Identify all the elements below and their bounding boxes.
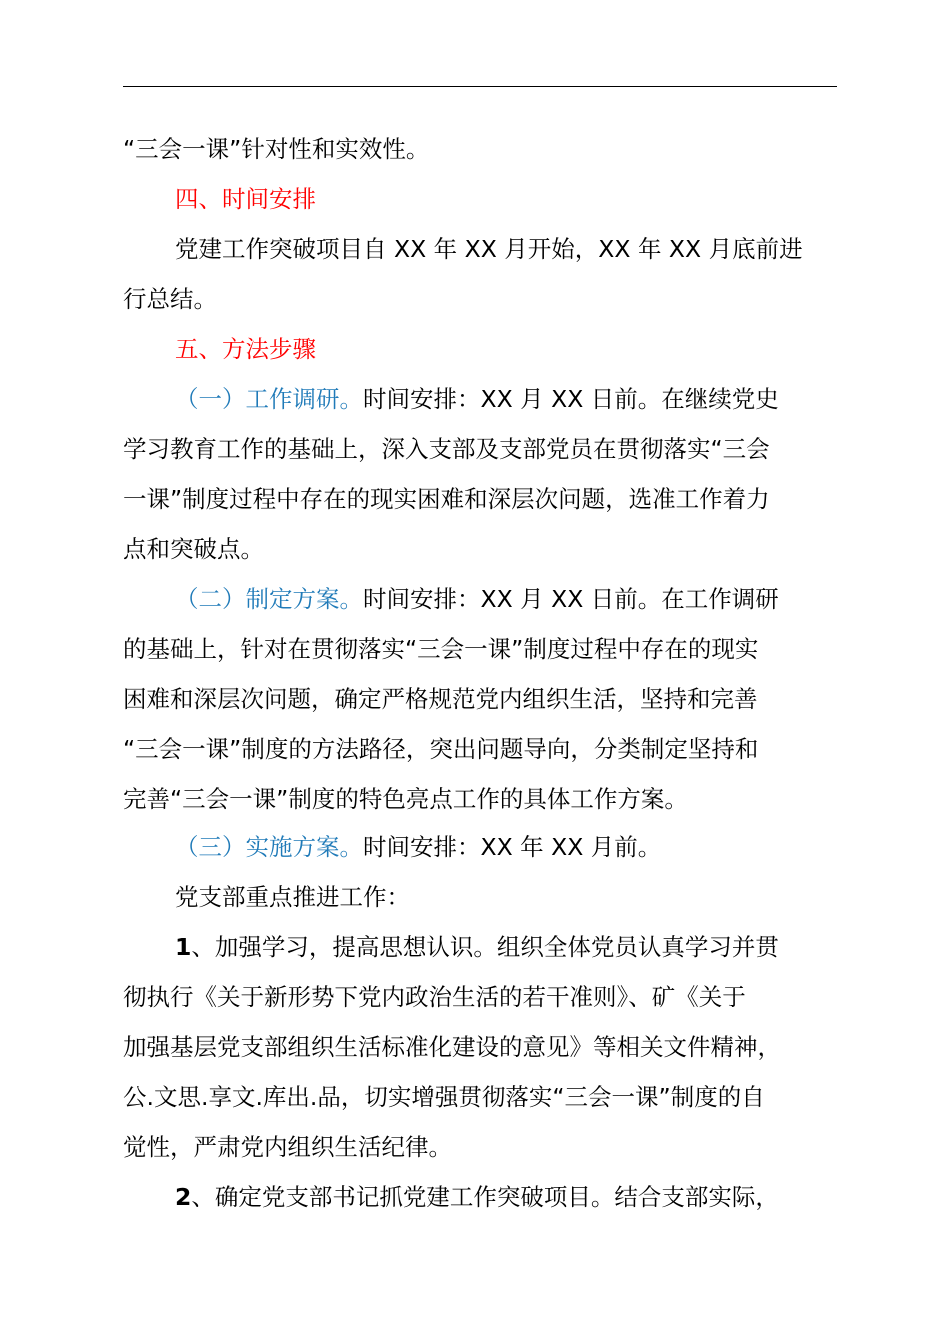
body-line: 完善“三会一课”制度的特色亮点工作的具体工作方案。 [123,785,688,813]
body-line: 彻执行《关于新形势下党内政治生活的若干准则》、矿《关于 [123,983,746,1011]
section-heading-time: 四、时间安排 [175,185,316,213]
step-1-label: （一）工作调研。 [175,385,363,413]
body-line: 行总结。 [123,285,217,313]
body-line: 公.文思.享文.库出.品，切实增强贯彻落实“三会一课”制度的自 [123,1083,765,1111]
body-line: 加强基层党支部组织生活标准化建设的意见》等相关文件精神， [123,1033,781,1061]
body-line: 困难和深层次问题，确定严格规范党内组织生活，坚持和完善 [123,685,758,713]
point-2-line [175,1172,779,1222]
step-3-label: （三）实施方案。 [175,833,363,861]
body-line: 学习教育工作的基础上，深入支部及支部党员在贯彻落实“三会 [123,435,770,463]
step-2-label: （二）制定方案。 [175,585,363,613]
body-line: 的基础上，针对在贯彻落实“三会一课”制度过程中存在的现实 [123,635,759,663]
step-3-text: 时间安排：XX 年 XX 月前。 [363,833,662,861]
point-2-text: 、确定党支部书记抓党建工作突破项目。结合支部实际， [191,1183,779,1211]
step-2-line [175,574,779,624]
body-line: “三会一课”针对性和实效性。 [123,135,430,163]
body-line: “三会一课”制度的方法路径，突出问题导向，分类制定坚持和 [123,735,759,763]
header-rule [123,86,837,87]
body-line: 党建工作突破项目自 XX 年 XX 月开始，XX 年 XX 月底前进 [175,235,803,263]
point-2-number: 2 [175,1183,192,1211]
step-3-line [175,822,661,872]
point-1-text: 、加强学习，提高思想认识。组织全体党员认真学习并贯 [191,933,779,961]
step-1-text: 时间安排：XX 月 XX 日前。在继续党史 [363,385,779,413]
body-line: 党支部重点推进工作： [175,883,410,911]
body-line: 一课”制度过程中存在的现实困难和深层次问题，选准工作着力 [123,485,770,513]
step-2-text: 时间安排：XX 月 XX 日前。在工作调研 [363,585,779,613]
body-line: 觉性，严肃党内组织生活纪律。 [123,1133,452,1161]
point-1-line [175,922,779,972]
body-line: 点和突破点。 [123,535,264,563]
section-heading-steps: 五、方法步骤 [175,335,316,363]
step-1-line [175,374,779,424]
point-1-number: 1 [175,933,192,961]
